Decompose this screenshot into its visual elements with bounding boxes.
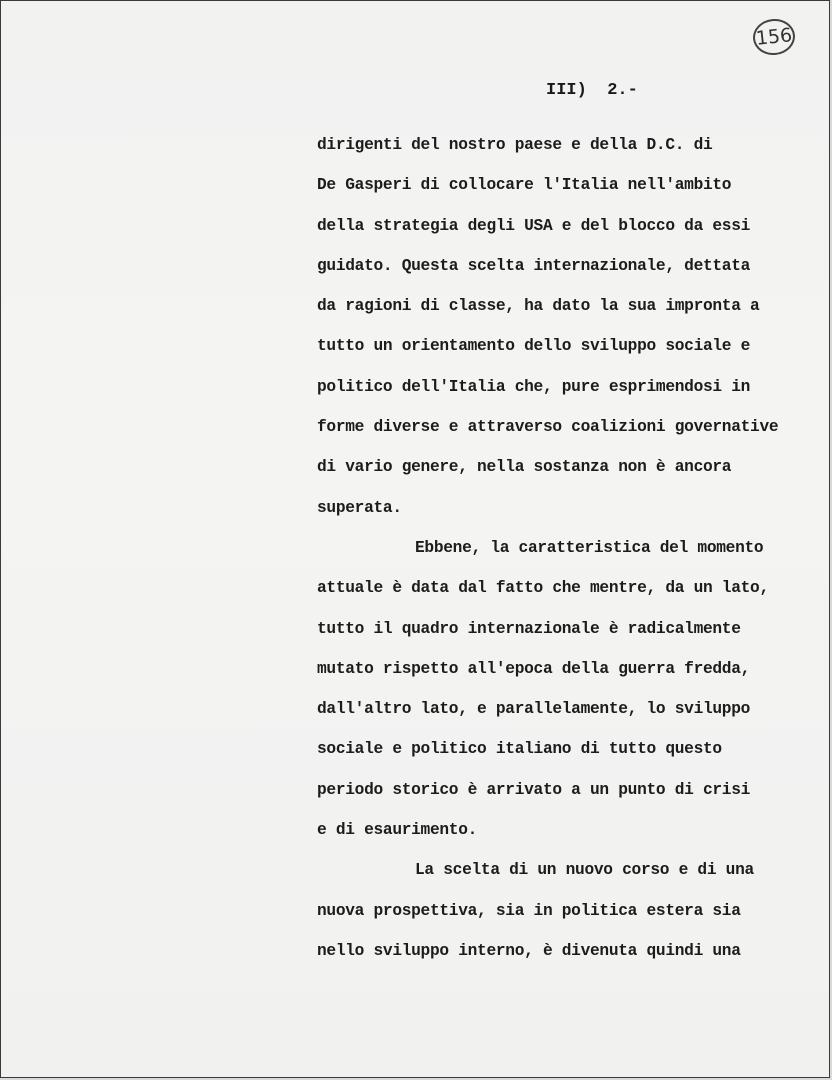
text-line: De Gasperi di collocare l'Italia nell'ambito bbox=[317, 176, 732, 195]
text-line: periodo storico è arrivato a un punto di crisi bbox=[317, 780, 751, 799]
text-line: guidato. Questa scelta internazionale, dettata bbox=[317, 256, 751, 275]
text-line: dirigenti del nostro paese e della D.C. di bbox=[317, 136, 713, 154]
text-line: e di esaurimento. bbox=[317, 821, 478, 840]
text-line: sociale e politico italiano di tutto questo bbox=[317, 740, 722, 759]
text-line: da ragioni di classe, ha dato la sua impronta a bbox=[317, 297, 760, 316]
text-line: superata. bbox=[317, 498, 402, 517]
text-line: tutto il quadro internazionale è radicalmente bbox=[317, 619, 741, 638]
text-line: Ebbene, la caratteristica del momento bbox=[415, 538, 764, 557]
text-line: La scelta di un nuovo corso e di una bbox=[415, 861, 754, 880]
text-line: nello sviluppo interno, è divenuta quindi una bbox=[317, 941, 741, 960]
text-line: attuale è data dal fatto che mentre, da un lato, bbox=[317, 579, 769, 598]
page-number: 156 bbox=[754, 24, 794, 50]
body-text bbox=[317, 129, 817, 975]
page-number-stamp bbox=[751, 17, 797, 57]
text-line: mutato rispetto all'epoca della guerra fredda, bbox=[317, 659, 751, 678]
text-line: di vario genere, nella sostanza non è ancora bbox=[317, 458, 732, 477]
text-line: politico dell'Italia che, pure esprimendosi in bbox=[317, 377, 751, 396]
text-line: della strategia degli USA e del blocco da essi bbox=[317, 216, 751, 235]
text-line: dall'altro lato, e parallelamente, lo sviluppo bbox=[317, 700, 751, 719]
text-line: nuova prospettiva, sia in politica estera sia bbox=[317, 901, 741, 920]
text-line: forme diverse e attraverso coalizioni governative bbox=[317, 418, 779, 437]
text-line: tutto un orientamento dello sviluppo sociale e bbox=[317, 337, 751, 356]
section-header: III) 2.- bbox=[546, 81, 638, 100]
